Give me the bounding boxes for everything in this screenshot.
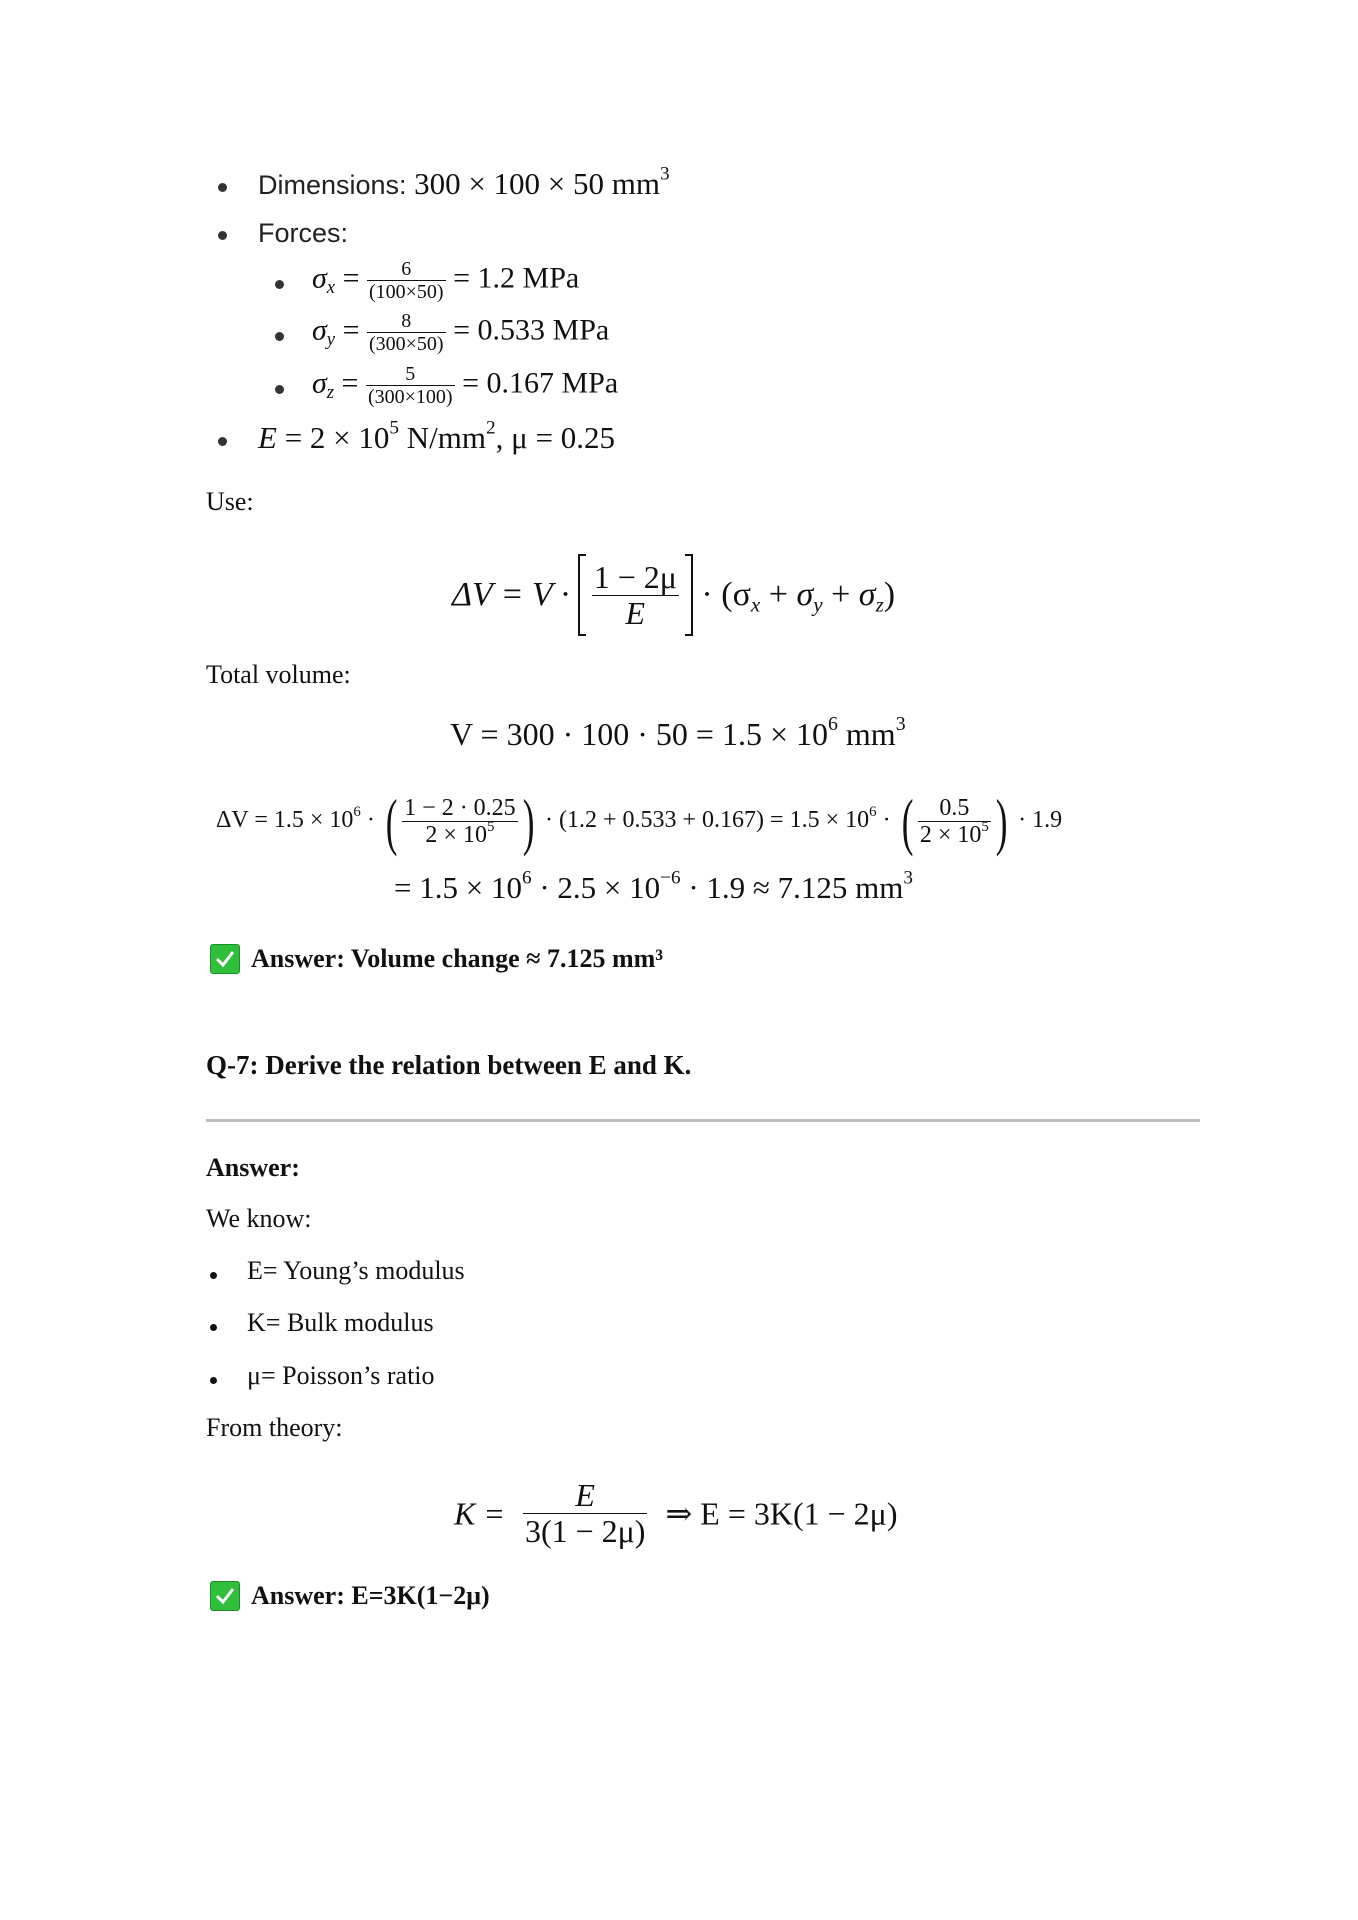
volume-change-formula: ΔV = V · $\frac{1 - 2\mu}{E}$ · $(\sigma_x + \sigma_y + \sigma_z)$	[452, 548, 895, 638]
stress-y-numerator: 8	[367, 310, 446, 333]
e-k-relation-formula: K = $\frac{E}{3(1 - 2\mu)}$ ⇒ E = 3K(1 − 2μ)	[454, 1476, 898, 1550]
stress-z-denominator: (300×100)	[367, 386, 453, 408]
stress-x-denominator: (100×50)	[368, 281, 444, 303]
stress-y-result: = 0.533 MPa	[453, 313, 610, 347]
list-bullet	[275, 385, 284, 394]
list-bullet	[275, 332, 284, 341]
use-label: Use:	[206, 487, 254, 516]
stress-x-numerator: 6	[367, 258, 446, 281]
dimensions-value: 300 × 100 × 50 mm	[414, 166, 661, 201]
relation-denominator: 3(1 − 2μ)	[524, 1513, 646, 1550]
answer-volume-change: Answer: Volume change ≈ 7.125 mm³	[251, 944, 664, 973]
list-bullet	[218, 183, 227, 192]
check-mark-icon	[210, 1581, 240, 1611]
list-bullet	[275, 280, 284, 289]
answer-e-k-relation: Answer: E=3K(1−2μ)	[251, 1581, 490, 1610]
formula-denominator: E	[625, 594, 646, 631]
definition-poisson-ratio: μ= Poisson’s ratio	[247, 1361, 435, 1390]
section-divider	[206, 1119, 1200, 1122]
list-bullet	[210, 1324, 217, 1331]
stress-z-result: = 0.167 MPa	[462, 366, 619, 400]
from-theory-label: From theory:	[206, 1413, 343, 1442]
dimensions-item	[258, 163, 670, 202]
list-bullet	[210, 1377, 217, 1384]
definition-bulk-modulus: K= Bulk modulus	[247, 1308, 434, 1337]
stress-z-equation: $\sigma_z$ = $\frac{5}{(300\times 100)}$ = 0.167 MPa	[312, 363, 619, 408]
volume-equation: $V = 300 \cdot 100 \cdot 50 = 1.5 \times 10^6$ $mm^3$	[450, 713, 906, 752]
calc-numerator-2: 0.5	[918, 795, 991, 822]
total-volume-label: Total volume:	[206, 660, 351, 689]
stress-x-result: = 1.2 MPa	[453, 261, 580, 295]
material-properties: $E = 2 \times 10^5$ $N/mm^2$, μ = 0.25	[258, 417, 615, 455]
list-bullet	[210, 1272, 217, 1279]
formula-numerator: 1 − 2μ	[593, 558, 677, 595]
check-mark-icon	[210, 944, 240, 974]
definition-young-modulus: E= Young’s modulus	[247, 1256, 465, 1285]
stress-z-numerator: 5	[366, 363, 455, 386]
left-bracket	[578, 554, 586, 636]
volume-change-calculation: $\Delta V = 1.5 \times 10^6$ · ( $\frac{1 - 2 \cdot 0.25}{2 \times 10^5}$ ) · $(1.2 + 0.533 + 0.167) = 1.5 \times 10^6$ · ( $\frac{0.5}{2 \times 10^5}$ ) · 1.9	[216, 785, 1063, 857]
list-bullet	[218, 437, 227, 446]
stress-y-denominator: (300×50)	[368, 333, 444, 355]
we-know-label: We know:	[206, 1204, 312, 1233]
answer-heading: Answer:	[206, 1153, 300, 1182]
relation-numerator: E	[523, 1478, 648, 1514]
calc-numerator-1: 1 − 2 · 0.25	[404, 794, 516, 821]
stress-x-equation: $\sigma_x$ = $\frac{6}{(100\times 50)}$ = 1.2 MPa	[312, 258, 580, 303]
question-7-title: Q-7: Derive the relation between E and K.	[206, 1050, 692, 1080]
dimensions-label: Dimensions:	[258, 170, 407, 200]
right-bracket	[685, 554, 693, 636]
forces-label: Forces:	[258, 218, 349, 248]
list-bullet	[218, 231, 227, 240]
volume-change-result: = $1.5 \times 10^6 \cdot 2.5 \times 10^{-6} \cdot 1.9 \approx 7.125$ $mm^3$	[394, 867, 913, 905]
dimensions-exponent: 3	[660, 163, 670, 185]
calc-denominator-1: 2 × 10	[425, 821, 487, 848]
stress-y-equation: $\sigma_y$ = $\frac{8}{(300\times 50)}$ = 0.533 MPa	[312, 310, 610, 355]
calc-denominator-2: 2 × 10	[919, 821, 982, 848]
